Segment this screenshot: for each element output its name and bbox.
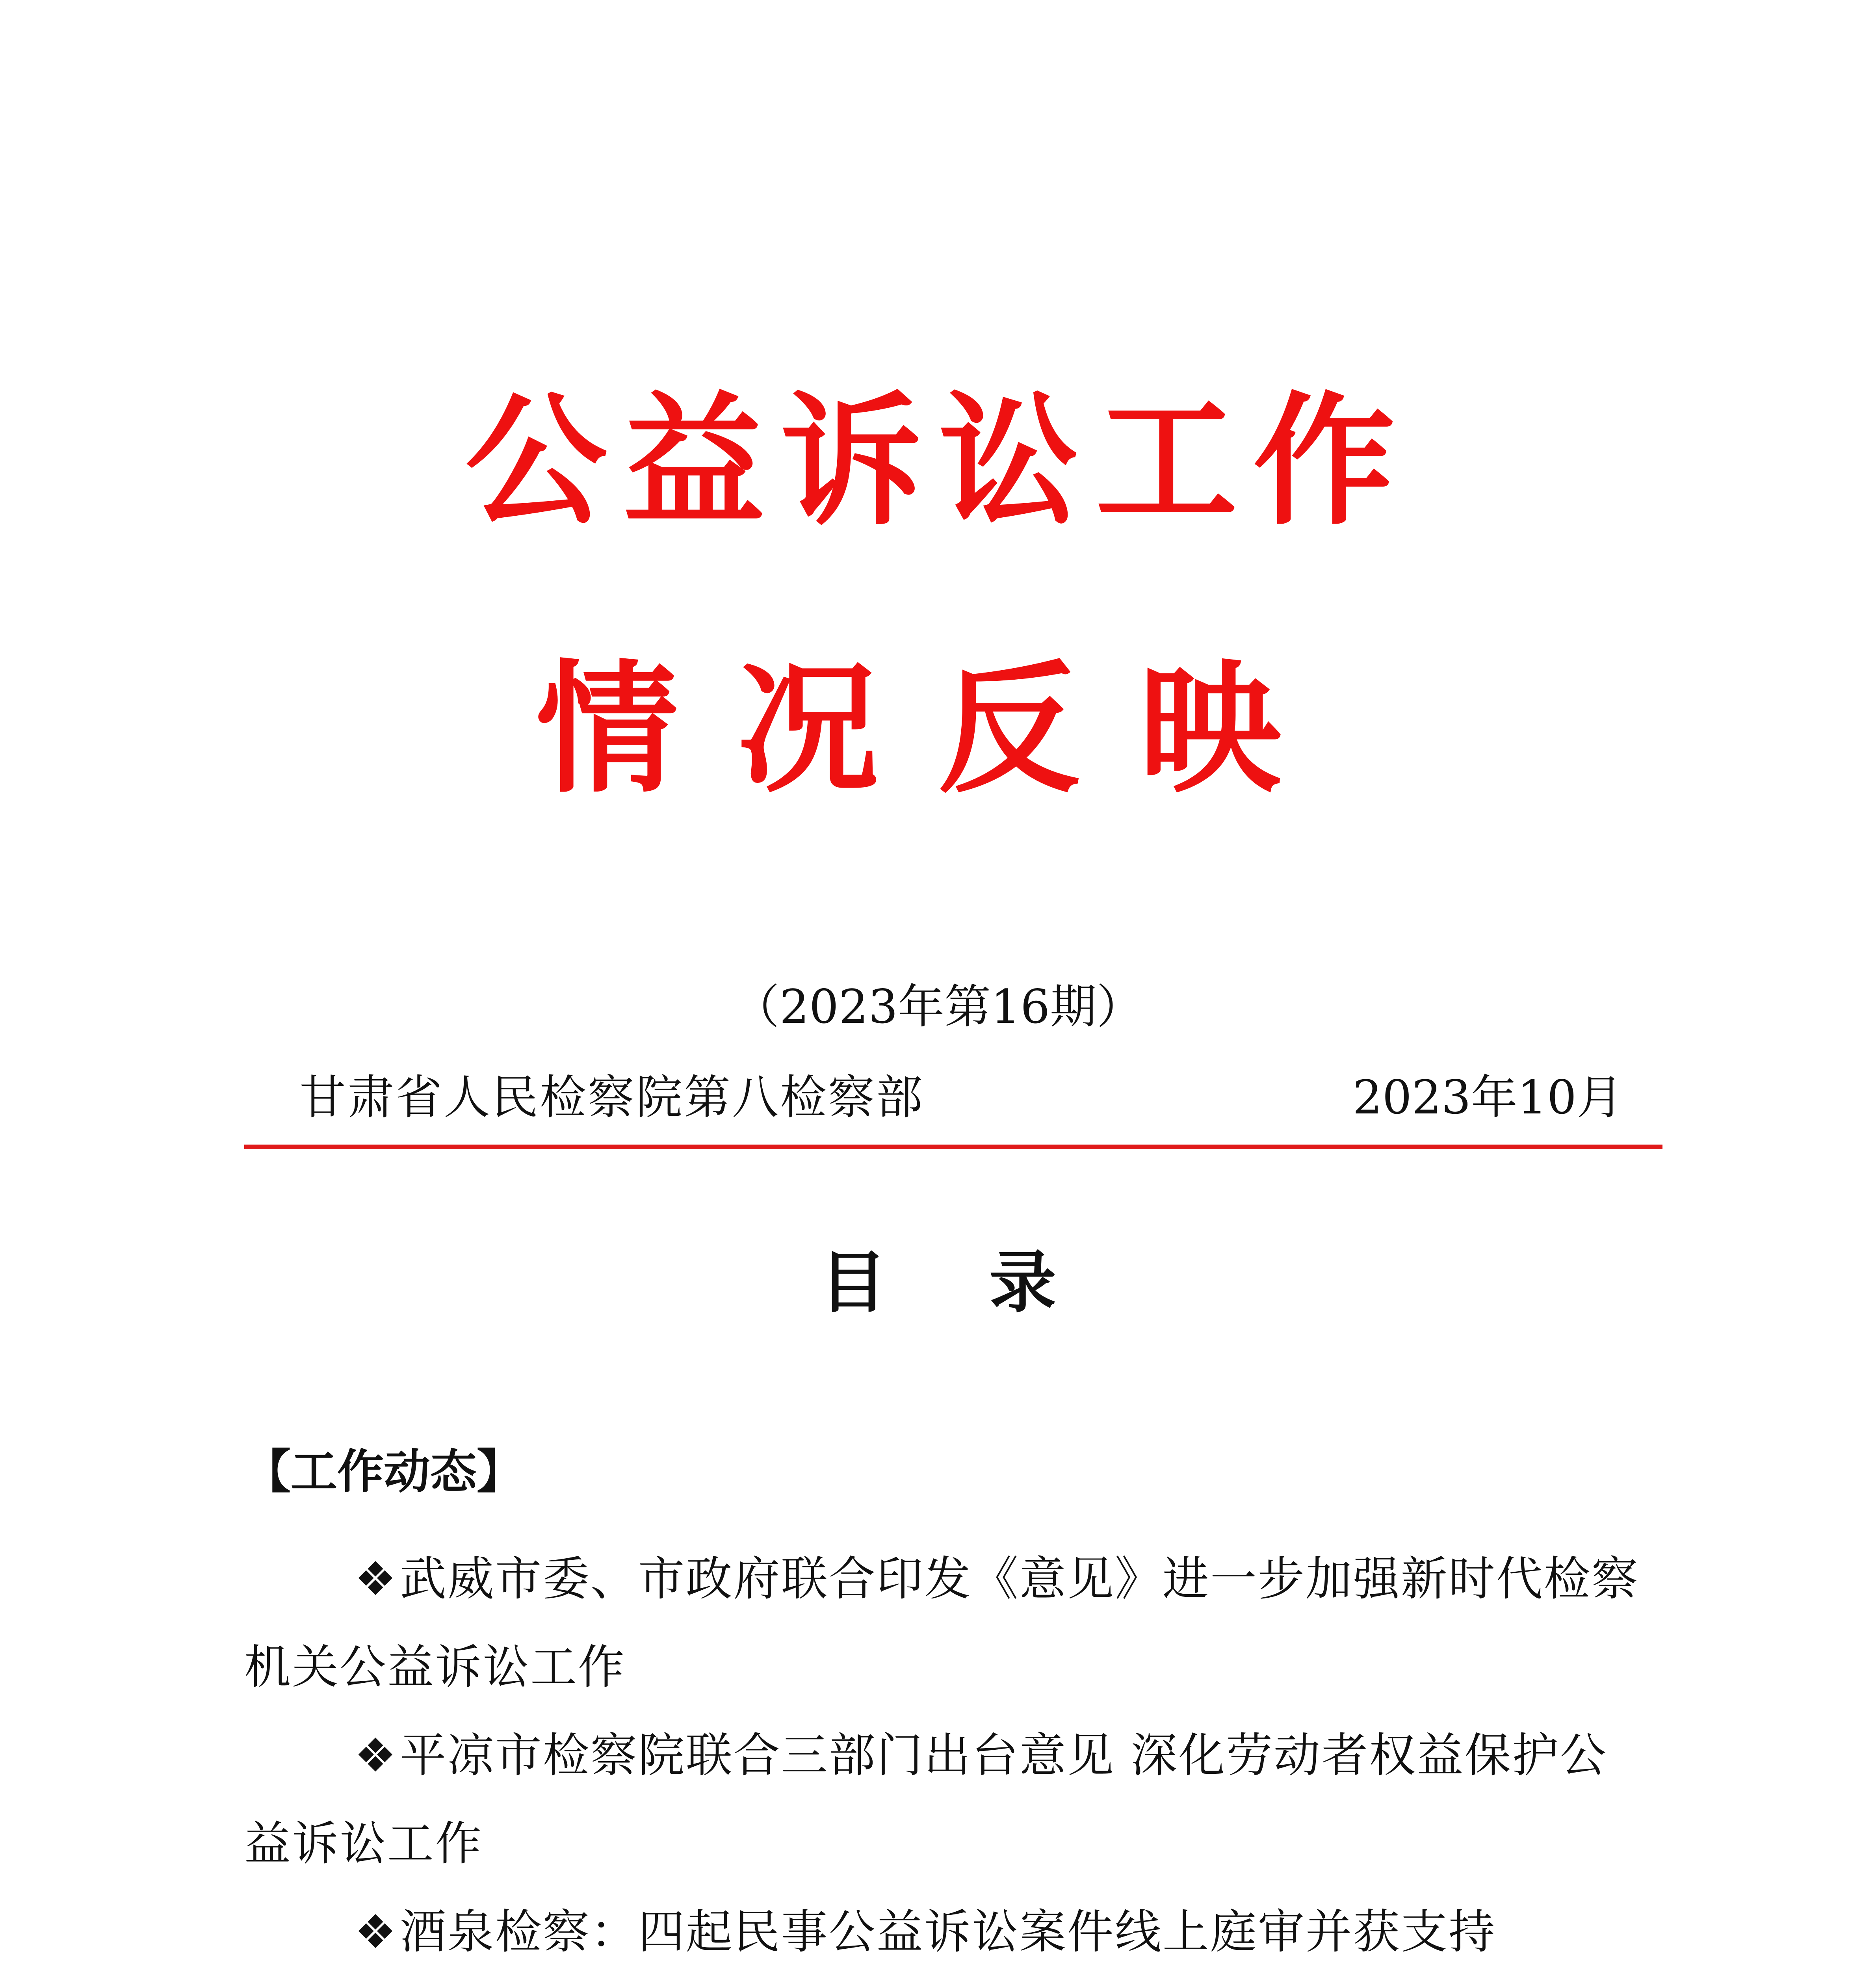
issuer-organization: 甘肃省人民检察院第八检察部: [299, 1070, 925, 1124]
toc-title: 目录: [819, 1243, 1159, 1322]
diamond-bullet-icon: ❖: [355, 1552, 397, 1606]
toc-entry: [244, 1535, 1647, 1711]
masthead-title-line-2: 情况反映: [536, 645, 1340, 812]
toc-entry: [244, 1711, 1647, 1888]
toc-entry: [244, 1888, 1647, 1970]
diamond-bullet-icon: ❖: [355, 1905, 397, 1959]
masthead-title-line-1: 公益诉讼工作: [465, 377, 1411, 544]
toc-section-heading: 【工作动态】: [244, 1444, 524, 1499]
toc-entry-text: 武威市委、市政府联合印发《意见》进一步加强新时代检察机关公益诉讼工作: [244, 1552, 1639, 1694]
toc-entry-text: 平凉市检察院联合三部门出台意见 深化劳动者权益保护公益诉讼工作: [244, 1728, 1608, 1871]
diamond-bullet-icon: ❖: [355, 1728, 397, 1782]
issue-number: （2023年第16期）: [733, 979, 1143, 1034]
issue-date: 2023年10月: [1352, 1070, 1623, 1124]
toc-entry-list: [244, 1535, 1647, 1970]
toc-entry-text: 酒泉检察：四起民事公益诉讼案件线上庭审并获支持: [399, 1905, 1496, 1959]
red-divider-rule: [244, 1145, 1662, 1149]
